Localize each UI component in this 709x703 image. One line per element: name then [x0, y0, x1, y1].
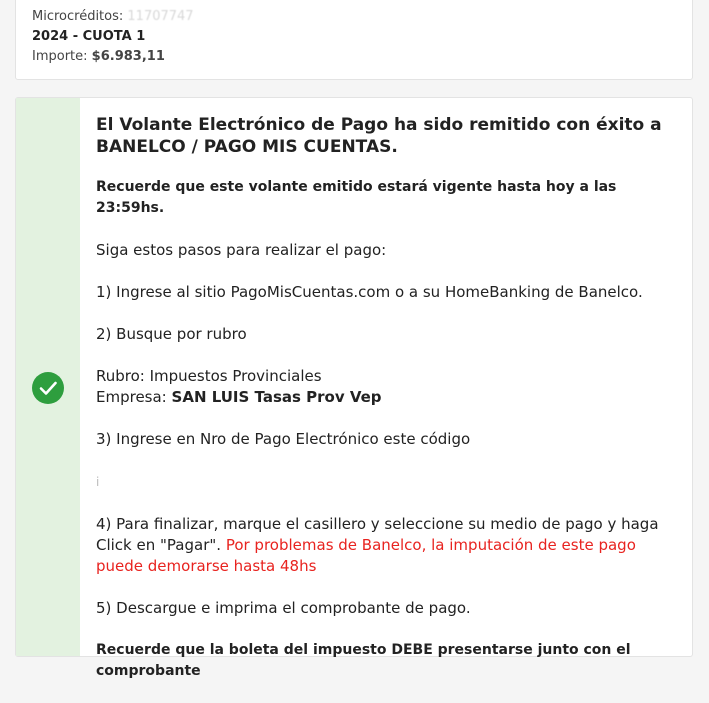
- check-circle-icon: [32, 372, 64, 404]
- payment-code-row: [96, 471, 680, 493]
- validity-notice: Recuerde que este volante emitido estará vigente hasta hoy a las 23:59hs.: [96, 179, 617, 216]
- step-4-warning: Por problemas de Banelco, la imputación de este pago puede demorarse hasta 48hs: [96, 536, 636, 575]
- importe-row: [32, 47, 676, 67]
- rubro-line: Rubro: Impuestos Provinciales: [96, 367, 322, 385]
- success-sidebar: [16, 98, 80, 656]
- empresa-line: [96, 387, 680, 408]
- message-content: [96, 114, 680, 703]
- step-5: 5) Descargue e imprima el comprobante de pago.: [96, 599, 471, 617]
- message-heading: El Volante Electrónico de Pago ha sido remitido con éxito a BANELCO / PAGO MIS CUENTAS.: [96, 115, 662, 157]
- step-4-text: 4) Para finalizar, marque el casillero y seleccione su medio de pago y haga Click en "Pagar".: [96, 515, 659, 554]
- success-message-card: [15, 97, 693, 679]
- empresa-value: SAN LUIS Tasas Prov Vep: [171, 388, 382, 406]
- importe-value: $6.983,11: [91, 49, 165, 64]
- step-2: 2) Busque por rubro: [96, 325, 247, 343]
- microcreditos-value: 11707747: [127, 9, 194, 24]
- step-4: [96, 514, 680, 577]
- cuota-label: 2024 - CUOTA 1: [32, 29, 146, 44]
- payment-code: i: [96, 475, 100, 489]
- empresa-label: Empresa:: [96, 388, 167, 406]
- reminder-notice: Recuerde que la boleta del impuesto DEBE presentarse junto con el comprobante: [96, 642, 631, 679]
- step-3: 3) Ingrese en Nro de Pago Electrónico este código: [96, 430, 471, 448]
- payment-summary-card: [15, 0, 693, 80]
- microcreditos-label: Microcréditos:: [32, 9, 124, 24]
- importe-label: Importe:: [32, 49, 88, 64]
- microcreditos-row: [32, 7, 676, 27]
- step-1: 1) Ingrese al sitio PagoMisCuentas.com o a su HomeBanking de Banelco.: [96, 283, 643, 301]
- steps-intro: Siga estos pasos para realizar el pago:: [96, 241, 387, 259]
